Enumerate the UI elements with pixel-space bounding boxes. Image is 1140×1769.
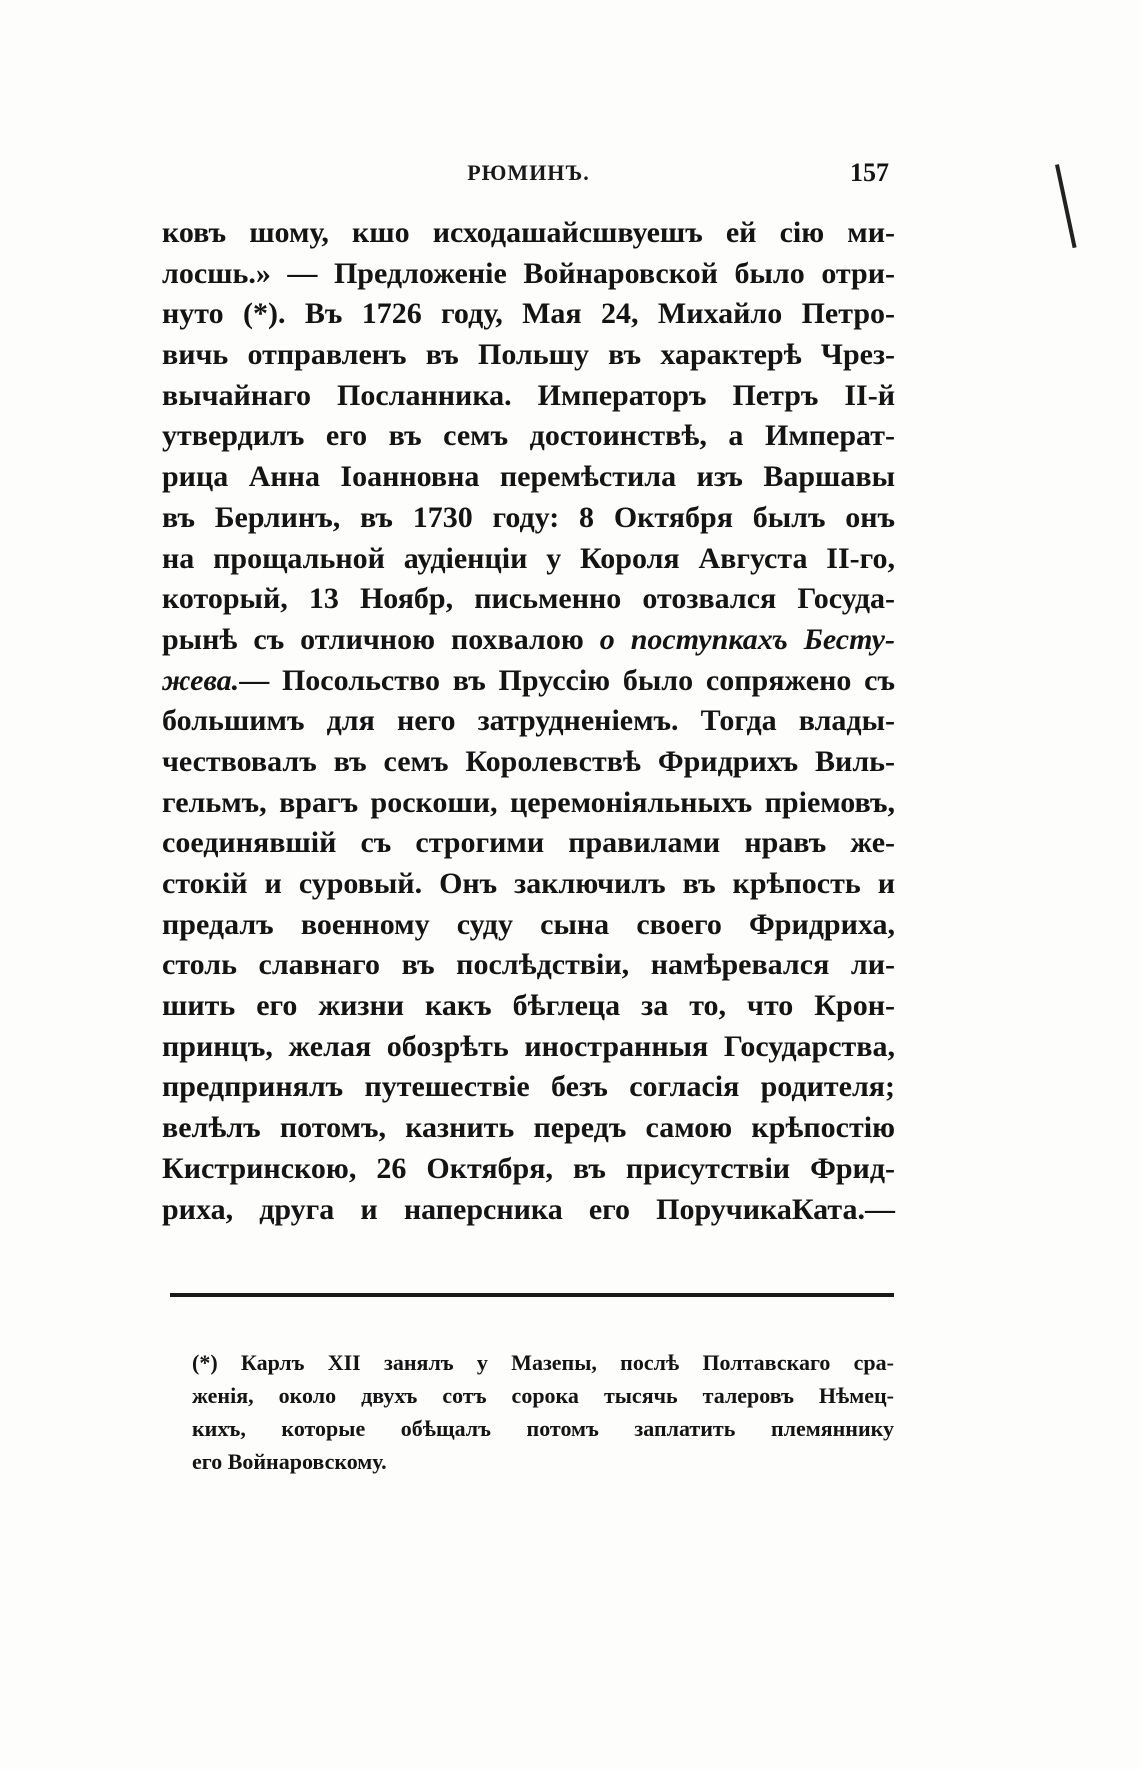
footnote bbox=[192, 1346, 894, 1478]
text-span: гельмъ, врагъ роскоши, церемоніяльныхъ пріемовъ, bbox=[162, 785, 895, 819]
page-header bbox=[162, 160, 895, 200]
margin-pen-mark bbox=[1055, 164, 1077, 248]
text-line bbox=[162, 620, 895, 661]
page-number: 157 bbox=[850, 158, 889, 187]
text-span: на прощальной аудіенціи у Короля Августа II-го, bbox=[162, 541, 895, 575]
text-line bbox=[162, 864, 895, 905]
text-span: нуто (*). Въ 1726 году, Мая 24, Михайло Петро- bbox=[162, 297, 895, 331]
text-line bbox=[162, 783, 895, 824]
text-line bbox=[162, 376, 895, 417]
text-line bbox=[162, 1027, 895, 1068]
text-line bbox=[162, 661, 895, 702]
text-span: шить его жизни какъ бѣглеца за то, что Крон- bbox=[162, 989, 895, 1023]
text-line bbox=[162, 457, 895, 498]
text-line bbox=[162, 1149, 895, 1190]
text-line bbox=[162, 945, 895, 986]
text-line bbox=[162, 294, 895, 335]
text-span: вычайнаго Посланника. Императоръ Петръ II-й bbox=[162, 378, 895, 412]
text-span: стокій и суровый. Онъ заключилъ въ крѣпость и bbox=[162, 867, 895, 900]
footnote-line: женія, около двухъ сотъ сорока тысячь талеровъ Нѣмец- bbox=[192, 1383, 894, 1408]
footnote-line: кихъ, которые обѣщалъ потомъ заплатить племяннику bbox=[192, 1416, 894, 1441]
text-span: рица Анна Іоанновна перемѣстила изъ Варшавы bbox=[162, 460, 895, 494]
text-line bbox=[162, 1067, 895, 1108]
text-span: чествовалъ въ семъ Королевствѣ Фридрихъ Виль- bbox=[162, 744, 895, 778]
text-line bbox=[162, 254, 895, 295]
text-span: утвердилъ его въ семъ достоинствѣ, а Императ- bbox=[162, 419, 895, 453]
text-line bbox=[162, 742, 895, 783]
text-span: риха, друга и наперсника его ПоручикаКата.— bbox=[162, 1192, 895, 1226]
text-line bbox=[162, 1108, 895, 1149]
text-line bbox=[162, 1190, 895, 1231]
text-span: соединявшій съ строгими правилами нравъ же- bbox=[162, 826, 895, 860]
text-line bbox=[162, 335, 895, 376]
text-span: который, 13 Ноябр, письменно отозвался Госуда- bbox=[162, 582, 895, 616]
text-span: — Посольство въ Пруссію было сопряжено съ bbox=[239, 663, 895, 697]
text-span: предалъ военному суду сына своего Фридриха, bbox=[162, 907, 895, 941]
italic-span: о поступкахъ Бесту- bbox=[599, 622, 895, 656]
text-span: предпринялъ путешествіе безъ согласія родителя; bbox=[162, 1070, 895, 1104]
text-line bbox=[162, 823, 895, 864]
footnote-line: его Войнаровскому. bbox=[192, 1449, 387, 1474]
text-span: Кистринскою, 26 Октября, въ присутствіи Фрид- bbox=[162, 1151, 895, 1185]
text-span: столь славнаго въ послѣдствіи, намѣревался ли- bbox=[162, 948, 895, 982]
text-span: велѣлъ потомъ, казнить передъ самою крѣпостію bbox=[162, 1111, 895, 1145]
text-span: большимъ для него затрудненіемъ. Тогда влады- bbox=[162, 704, 895, 738]
text-span: лосшь.» — Предложеніе Войнаровской было отри- bbox=[162, 256, 895, 290]
text-line bbox=[162, 986, 895, 1027]
text-line bbox=[162, 701, 895, 742]
text-span: ковъ шому, кшо исходашайсшвуешъ ей сію ми- bbox=[162, 216, 895, 249]
main-text bbox=[162, 213, 895, 1230]
text-line bbox=[162, 579, 895, 620]
text-line bbox=[162, 498, 895, 539]
text-span: въ Берлинъ, въ 1730 году: 8 Октября былъ онъ bbox=[162, 500, 895, 534]
text-line bbox=[162, 905, 895, 946]
text-span: вичь отправленъ въ Польшу въ характерѣ Чрез- bbox=[162, 338, 895, 372]
text-line bbox=[162, 416, 895, 457]
text-line bbox=[162, 213, 895, 254]
text-line bbox=[162, 539, 895, 580]
italic-span: жева. bbox=[162, 663, 240, 697]
running-head: РЮМИНЪ. bbox=[467, 160, 590, 185]
text-span: принцъ, желая обозрѣть иностранныя Государства, bbox=[162, 1029, 895, 1063]
footnote-line: (*) Карлъ XII занялъ у Мазепы, послѣ Полтавскаго сра- bbox=[192, 1350, 894, 1375]
text-span: рынѣ съ отличною похвалою bbox=[162, 622, 600, 656]
footnote-separator-rule bbox=[170, 1293, 894, 1297]
